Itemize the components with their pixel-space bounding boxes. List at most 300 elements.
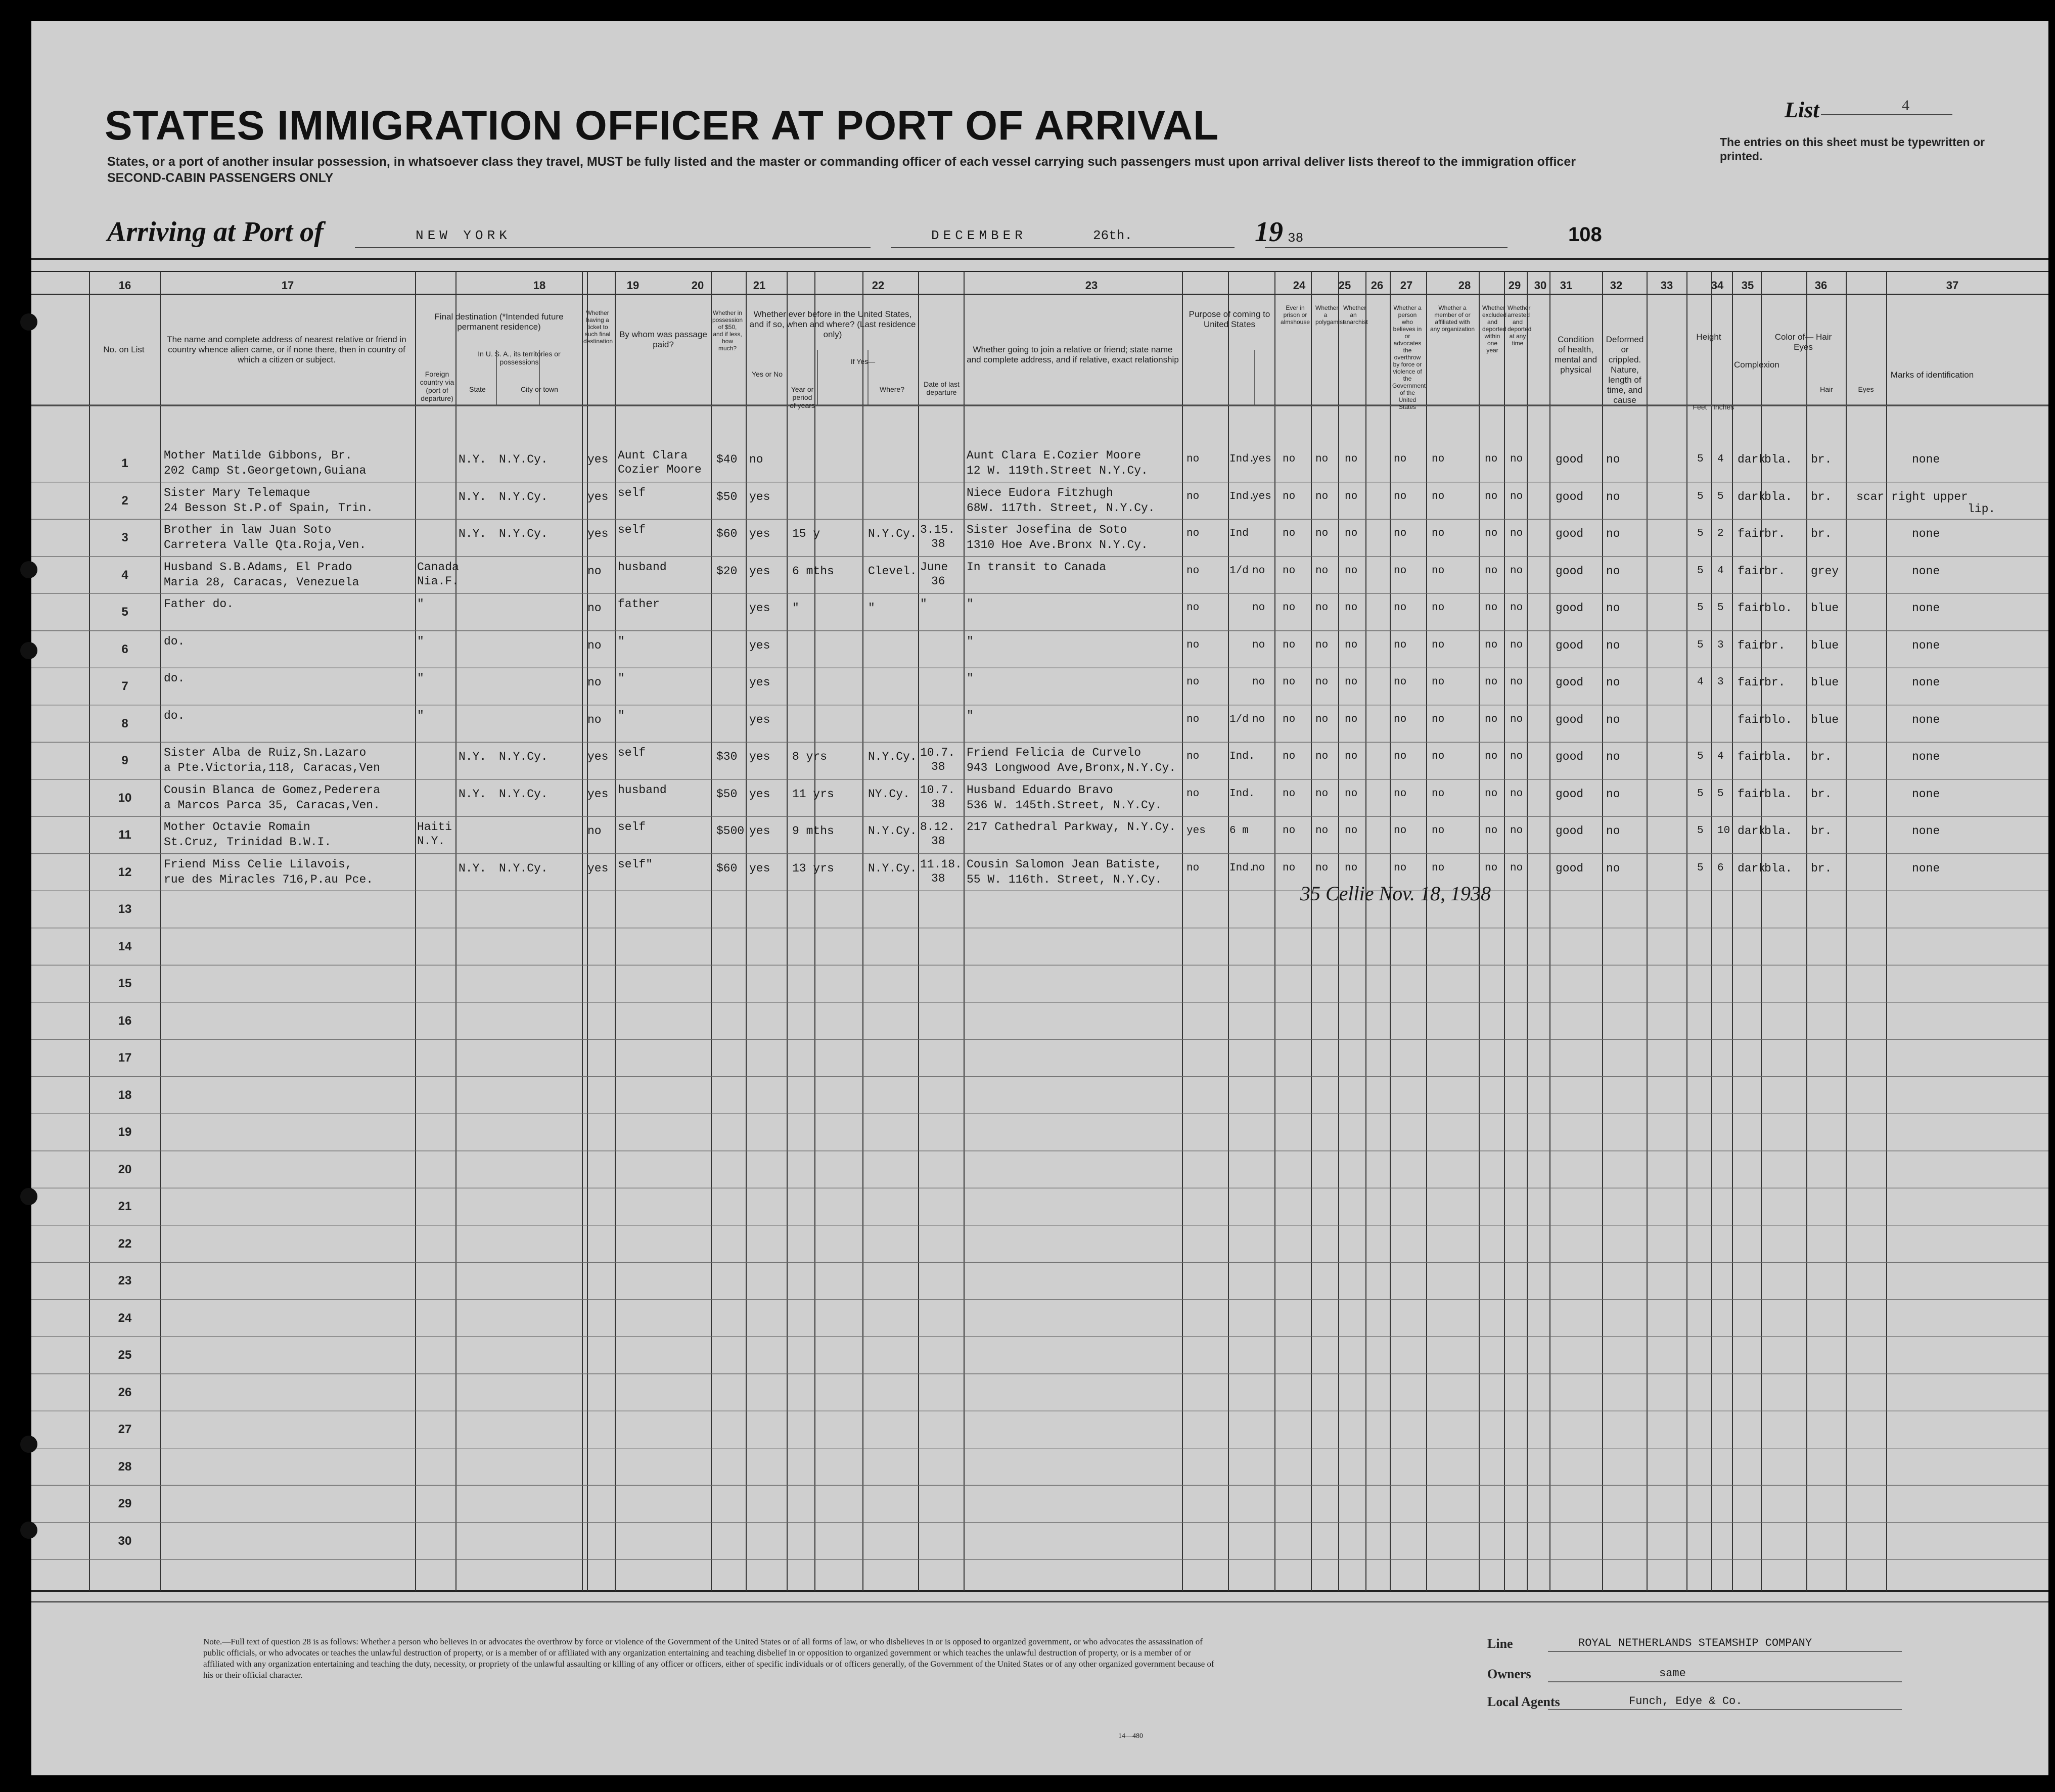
- binder-hole: [20, 1522, 37, 1539]
- row-number: 14: [118, 939, 132, 953]
- row-c29: no: [1432, 676, 1445, 688]
- row-c31: no: [1510, 788, 1523, 800]
- row-c26: no: [1315, 713, 1329, 725]
- row-c28: no: [1394, 528, 1407, 539]
- row-c24b: Ind.: [1229, 490, 1255, 502]
- column-header: Color of— Hair Eyes: [1774, 332, 1832, 352]
- row-number: 21: [118, 1200, 132, 1213]
- column-number: 36: [1814, 279, 1828, 292]
- row-c31: no: [1510, 751, 1523, 762]
- row-join1: ": [967, 672, 974, 685]
- row-feet: 5: [1697, 825, 1704, 837]
- row-c31: no: [1510, 825, 1523, 837]
- row-health: good: [1556, 602, 1584, 615]
- line-label: Line: [1487, 1636, 1513, 1651]
- row-number: 15: [118, 977, 132, 990]
- row-date2: 36: [931, 574, 945, 588]
- row-before: yes: [749, 750, 770, 763]
- row-eyes: br.: [1811, 453, 1832, 466]
- row-paid: ": [618, 672, 625, 685]
- row-c24a: no: [1186, 788, 1200, 800]
- row-deformed: no: [1606, 564, 1620, 578]
- row-join1: ": [967, 634, 974, 648]
- row-inches: 5: [1717, 490, 1724, 502]
- row-c31: no: [1510, 565, 1523, 577]
- form-code: 14—480: [1118, 1732, 1143, 1740]
- row-c29: no: [1432, 825, 1445, 837]
- row-c26: no: [1315, 676, 1329, 688]
- row-addr1: Husband S.B.Adams, El Prado: [164, 560, 352, 574]
- row-ticket: no: [587, 564, 602, 578]
- row-addr2: 24 Besson St.P.of Spain, Trin.: [164, 501, 374, 515]
- row-addr1: do.: [164, 672, 185, 685]
- row-state: N.Y.: [459, 527, 487, 540]
- row-hair: bla.: [1764, 861, 1793, 875]
- row-c24a: no: [1186, 565, 1200, 577]
- row-money: $40: [716, 453, 738, 466]
- row-addr2: rue des Miracles 716,P.au Pce.: [164, 872, 374, 886]
- row-before: yes: [749, 861, 770, 875]
- row-c27: no: [1345, 825, 1358, 837]
- row-inches: 3: [1717, 639, 1724, 651]
- row-hair: blo.: [1764, 713, 1793, 726]
- row-hair: br.: [1764, 564, 1786, 578]
- row-number: 20: [118, 1162, 132, 1176]
- row-paid: Aunt Clara: [618, 449, 688, 462]
- row-join1: Sister Josefina de Soto: [967, 523, 1127, 536]
- row-number: 4: [121, 568, 128, 582]
- row-c24a: no: [1186, 639, 1200, 651]
- row-c29: no: [1432, 862, 1445, 874]
- row-where: N.Y.Cy.: [868, 527, 917, 540]
- row-addr1: Sister Alba de Ruiz,Sn.Lazaro: [164, 746, 367, 759]
- list-value: 4: [1902, 97, 1909, 114]
- row-hair: bla.: [1764, 750, 1793, 763]
- row-date: ": [920, 598, 927, 611]
- row-c24b: 1/d: [1229, 713, 1249, 725]
- column-subheader: Hair: [1820, 385, 1833, 393]
- row-hair: bla.: [1764, 490, 1793, 503]
- row-marks: none: [1912, 824, 1940, 838]
- row-c30: no: [1485, 490, 1498, 502]
- row-health: good: [1556, 564, 1584, 578]
- row-c25: no: [1283, 825, 1296, 837]
- column-number: 37: [1946, 279, 1959, 292]
- row-c28: no: [1394, 825, 1407, 837]
- column-number: 31: [1560, 279, 1573, 292]
- row-eyes: br.: [1811, 527, 1832, 540]
- column-number: 20: [691, 279, 704, 292]
- column-number: 34: [1711, 279, 1724, 292]
- column-subheader: Feet: [1693, 403, 1707, 411]
- row-c24c: no: [1252, 565, 1265, 577]
- row-addr1: do.: [164, 709, 185, 722]
- row-before: yes: [749, 564, 770, 578]
- column-header: No. on List: [103, 345, 145, 354]
- row-marks: none: [1912, 527, 1940, 540]
- row-complexion: fair: [1738, 527, 1766, 540]
- column-header: Purpose of coming to United States: [1189, 309, 1270, 329]
- row-hair: br.: [1764, 676, 1786, 689]
- row-before: yes: [749, 676, 770, 689]
- column-subheader: Where?: [879, 385, 905, 393]
- row-c26: no: [1315, 751, 1329, 762]
- row-before: yes: [749, 787, 770, 801]
- row-c29: no: [1432, 713, 1445, 725]
- row-c28: no: [1394, 602, 1407, 614]
- row-number: 22: [118, 1236, 132, 1251]
- row-city: N.Y.Cy.: [499, 453, 548, 466]
- row-c26: no: [1315, 639, 1329, 651]
- agents-value: Funch, Edye & Co.: [1629, 1695, 1743, 1708]
- row-number: 2: [121, 493, 128, 508]
- row-inches: 3: [1717, 676, 1724, 688]
- column-subheader: If Yes—: [850, 357, 876, 365]
- row-health: good: [1556, 676, 1584, 689]
- row-number: 8: [121, 716, 128, 730]
- row-number: 11: [118, 828, 131, 842]
- row-c29: no: [1432, 602, 1445, 614]
- row-number: 26: [118, 1385, 132, 1399]
- row-addr1: Friend Miss Celie Lilavois,: [164, 857, 352, 871]
- row-inches: 6: [1717, 862, 1724, 874]
- row-number: 18: [118, 1088, 132, 1102]
- row-join2: 55 W. 116th. Street, N.Y.Cy.: [967, 872, 1162, 886]
- row-c27: no: [1345, 676, 1358, 688]
- row-join1: Cousin Salomon Jean Batiste,: [967, 857, 1162, 871]
- row-c24b: Ind.: [1229, 788, 1255, 800]
- row-addr2: a Marcos Parca 35, Caracas,Ven.: [164, 798, 380, 812]
- column-number: 24: [1293, 279, 1306, 292]
- row-number: 25: [118, 1348, 132, 1362]
- column-header: Whether an anarchist: [1343, 304, 1368, 326]
- row-c29: no: [1432, 639, 1445, 651]
- column-subheader: State: [469, 385, 486, 393]
- row-deformed: no: [1606, 750, 1620, 763]
- row-paid: self: [618, 523, 646, 536]
- column-header: Height: [1696, 332, 1721, 342]
- row-c25: no: [1283, 713, 1296, 725]
- row-c24c: no: [1252, 676, 1265, 688]
- row-paid: ": [618, 634, 625, 648]
- row-c28: no: [1394, 788, 1407, 800]
- column-subheader: Inches: [1713, 403, 1734, 411]
- row-paid: self: [618, 746, 646, 759]
- row-complexion: fair: [1738, 676, 1766, 689]
- row-number: 24: [118, 1311, 132, 1325]
- row-number: 3: [121, 531, 128, 544]
- column-number: 19: [626, 279, 640, 292]
- row-number: 29: [118, 1497, 132, 1510]
- row-before: yes: [749, 527, 770, 540]
- row-health: good: [1556, 453, 1584, 466]
- row-marks: none: [1912, 750, 1940, 763]
- row-foreign: ": [417, 709, 424, 722]
- row-c29: no: [1432, 453, 1445, 465]
- row-money: $50: [716, 787, 738, 801]
- row-c28: no: [1394, 639, 1407, 651]
- column-subheader: Date of last departure: [924, 380, 960, 396]
- row-addr1: do.: [164, 634, 185, 648]
- row-feet: 5: [1697, 751, 1704, 762]
- row-number: 9: [121, 754, 128, 767]
- column-header: Whether a polygamist: [1315, 304, 1345, 326]
- row-complexion: fair: [1738, 750, 1766, 763]
- binder-hole: [20, 642, 37, 659]
- row-before: yes: [749, 824, 770, 838]
- row-complexion: dark: [1738, 490, 1766, 503]
- row-c24b: Ind.: [1229, 751, 1255, 762]
- row-years: 9 mths: [792, 824, 834, 838]
- row-c28: no: [1394, 565, 1407, 577]
- row-marks: none: [1912, 564, 1940, 578]
- row-feet: 5: [1697, 565, 1704, 577]
- row-feet: 5: [1697, 453, 1704, 465]
- row-inches: 4: [1717, 453, 1724, 465]
- row-ticket: yes: [587, 490, 609, 503]
- column-header: Whether excluded and deported within one year: [1482, 304, 1507, 354]
- row-date2: 38: [931, 835, 945, 848]
- row-health: good: [1556, 750, 1584, 763]
- column-number: 33: [1660, 279, 1673, 292]
- row-c27: no: [1345, 713, 1358, 725]
- row-date2: 38: [931, 537, 945, 550]
- row-date2: 38: [931, 760, 945, 773]
- row-hair: bla.: [1764, 824, 1793, 838]
- row-addr2: Carretera Valle Qta.Roja,Ven.: [164, 538, 367, 552]
- row-addr1: Mother Matilde Gibbons, Br.: [164, 449, 352, 462]
- column-number: 21: [753, 279, 766, 292]
- row-where: ": [868, 602, 875, 615]
- row-complexion: dark: [1738, 861, 1766, 875]
- row-c24b: 1/d: [1229, 565, 1249, 577]
- column-header: Marks of identification: [1890, 370, 1974, 380]
- row-c30: no: [1485, 713, 1498, 725]
- column-number: 32: [1610, 279, 1623, 292]
- binder-hole: [20, 561, 37, 578]
- row-c27: no: [1345, 565, 1358, 577]
- row-years: 11 yrs: [792, 787, 834, 801]
- row-money: $500: [716, 824, 745, 838]
- row-marks: none: [1912, 713, 1940, 726]
- row-paid: father: [618, 598, 660, 611]
- row-date: June: [920, 560, 948, 574]
- column-number: 16: [118, 279, 131, 292]
- row-c27: no: [1345, 528, 1358, 539]
- row-paid2: Cozier Moore: [618, 463, 702, 476]
- row-years: 13 yrs: [792, 861, 834, 875]
- row-join1: Husband Eduardo Bravo: [967, 783, 1113, 797]
- column-subheader: Yes or No: [752, 370, 783, 378]
- column-number: 29: [1508, 279, 1521, 292]
- row-c24a: no: [1186, 490, 1200, 502]
- row-city: N.Y.Cy.: [499, 750, 548, 763]
- row-complexion: fair: [1738, 787, 1766, 801]
- row-marks2: lip.: [1968, 502, 1996, 516]
- row-number: 10: [118, 791, 132, 805]
- row-c24c: no: [1252, 639, 1265, 651]
- row-paid: husband: [618, 783, 667, 797]
- row-c24b: Ind.: [1229, 862, 1255, 874]
- row-number: 27: [118, 1422, 132, 1436]
- row-ticket: yes: [587, 750, 609, 763]
- instructions-text: [107, 154, 1775, 186]
- row-join1: ": [967, 598, 974, 611]
- row-deformed: no: [1606, 602, 1620, 615]
- row-eyes: blue: [1811, 676, 1839, 689]
- instructions-line-1: States, or a port of another insular possession, in whatsoever class they travel, MUST be fully listed and the master or commanding officer of each vessel carrying such passengers must upon arrival deliver lists thereof to the immigration officer: [107, 155, 1576, 169]
- row-join2: 1310 Hoe Ave.Bronx N.Y.Cy.: [967, 538, 1148, 552]
- row-c25: no: [1283, 490, 1296, 502]
- column-header: Whether a person who believes in or advocates the overthrow by force or violence of the Government of the United States: [1392, 304, 1426, 410]
- row-eyes: br.: [1811, 861, 1832, 875]
- row-number: 7: [121, 679, 128, 693]
- row-complexion: dark: [1738, 824, 1766, 838]
- row-c26: no: [1315, 788, 1329, 800]
- row-c26: no: [1315, 490, 1329, 502]
- row-deformed: no: [1606, 824, 1620, 838]
- column-header: By whom was passage paid?: [619, 330, 707, 349]
- row-city: N.Y.Cy.: [499, 861, 548, 875]
- row-addr1: Sister Mary Telemaque: [164, 486, 310, 499]
- row-city: N.Y.Cy.: [499, 787, 548, 801]
- row-addr2: a Pte.Victoria,118, Caracas,Ven: [164, 761, 380, 774]
- row-c28: no: [1394, 676, 1407, 688]
- row-inches: 10: [1717, 825, 1730, 837]
- row-number: 16: [118, 1014, 132, 1028]
- row-c29: no: [1432, 788, 1445, 800]
- list-label: List: [1785, 98, 1819, 122]
- column-number: 30: [1534, 279, 1547, 292]
- row-date: 10.7.: [920, 783, 955, 797]
- column-subheader: City or town: [521, 385, 558, 393]
- row-c25: no: [1283, 602, 1296, 614]
- row-c31: no: [1510, 639, 1523, 651]
- row-c24b: 6 m: [1229, 825, 1249, 837]
- row-eyes: br.: [1811, 787, 1832, 801]
- row-foreign2: N.Y.: [417, 835, 445, 848]
- agents-label: Local Agents: [1487, 1694, 1560, 1709]
- row-health: good: [1556, 787, 1584, 801]
- row-ticket: yes: [587, 787, 609, 801]
- owners-label: Owners: [1487, 1667, 1531, 1681]
- row-foreign: ": [417, 672, 424, 685]
- row-state: N.Y.: [459, 750, 487, 763]
- row-number: 12: [118, 865, 132, 879]
- row-c30: no: [1485, 825, 1498, 837]
- row-number: 30: [118, 1534, 132, 1548]
- row-c25: no: [1283, 453, 1296, 465]
- row-state: N.Y.: [459, 787, 487, 801]
- row-c26: no: [1315, 602, 1329, 614]
- row-c30: no: [1485, 676, 1498, 688]
- row-date: 3.15.: [920, 523, 955, 536]
- row-foreign: ": [417, 598, 424, 611]
- row-where: N.Y.Cy.: [868, 861, 917, 875]
- row-c24a: no: [1186, 528, 1200, 539]
- row-c31: no: [1510, 490, 1523, 502]
- row-c24c: no: [1252, 602, 1265, 614]
- row-paid: husband: [618, 560, 667, 574]
- row-ticket: no: [587, 713, 602, 726]
- row-join2: 68W. 117th. Street, N.Y.Cy.: [967, 501, 1155, 515]
- row-health: good: [1556, 638, 1584, 652]
- row-join1: Niece Eudora Fitzhugh: [967, 486, 1113, 499]
- row-eyes: blue: [1811, 713, 1839, 726]
- row-complexion: dark: [1738, 453, 1766, 466]
- row-c24a: no: [1186, 453, 1200, 465]
- row-c24c: yes: [1252, 453, 1271, 465]
- row-city: N.Y.Cy.: [499, 527, 548, 540]
- column-header: The name and complete address of nearest relative or friend in country whence alien came, or if none there, then in country of which a citizen or subject.: [167, 335, 406, 364]
- row-years: 6 mths: [792, 564, 834, 578]
- row-ticket: yes: [587, 527, 609, 540]
- handwritten-annotation: 35 Cellie Nov. 18, 1938: [1300, 882, 1491, 905]
- row-marks: none: [1912, 787, 1940, 801]
- row-inches: 5: [1717, 788, 1724, 800]
- row-c27: no: [1345, 639, 1358, 651]
- row-before: yes: [749, 602, 770, 615]
- row-deformed: no: [1606, 676, 1620, 689]
- row-deformed: no: [1606, 453, 1620, 466]
- row-ticket: no: [587, 638, 602, 652]
- row-complexion: fair: [1738, 638, 1766, 652]
- entries-note: The entries on this sheet must be typewritten or printed.: [1720, 135, 1985, 163]
- row-foreign: Haiti: [417, 820, 452, 834]
- column-number: 18: [533, 279, 546, 292]
- row-hair: blo.: [1764, 602, 1793, 615]
- row-ticket: no: [587, 602, 602, 615]
- row-inches: 4: [1717, 751, 1724, 762]
- row-c24b: Ind: [1229, 528, 1249, 539]
- row-addr1: Cousin Blanca de Gomez,Pederera: [164, 783, 380, 797]
- row-c24a: no: [1186, 713, 1200, 725]
- row-hair: bla.: [1764, 453, 1793, 466]
- row-eyes: blue: [1811, 602, 1839, 615]
- row-c25: no: [1283, 676, 1296, 688]
- row-join1: 217 Cathedral Parkway, N.Y.Cy.: [967, 820, 1176, 834]
- row-complexion: fair: [1738, 564, 1766, 578]
- row-c31: no: [1510, 713, 1523, 725]
- row-ticket: yes: [587, 453, 609, 466]
- column-header: Ever in prison or almshouse: [1280, 304, 1310, 326]
- sheet-number: 108: [1568, 223, 1602, 246]
- row-c27: no: [1345, 453, 1358, 465]
- row-c27: no: [1345, 490, 1358, 502]
- row-c25: no: [1283, 862, 1296, 874]
- row-c25: no: [1283, 639, 1296, 651]
- row-feet: 5: [1697, 528, 1704, 539]
- column-number: 17: [281, 279, 294, 292]
- row-feet: 5: [1697, 602, 1704, 614]
- column-number: 35: [1741, 279, 1754, 292]
- arriving-label: Arriving at Port of: [107, 216, 324, 248]
- row-state: N.Y.: [459, 490, 487, 503]
- column-header: Whether in possession of $50, and if less, how much?: [712, 309, 743, 352]
- row-c25: no: [1283, 751, 1296, 762]
- row-c31: no: [1510, 862, 1523, 874]
- row-c24c: no: [1252, 713, 1265, 725]
- port-value: NEW YORK: [416, 228, 511, 243]
- row-hair: br.: [1764, 527, 1786, 540]
- row-c25: no: [1283, 565, 1296, 577]
- row-c28: no: [1394, 490, 1407, 502]
- row-years: 8 yrs: [792, 750, 828, 763]
- row-deformed: no: [1606, 638, 1620, 652]
- row-c27: no: [1345, 602, 1358, 614]
- row-before: yes: [749, 638, 770, 652]
- row-c24a: no: [1186, 862, 1200, 874]
